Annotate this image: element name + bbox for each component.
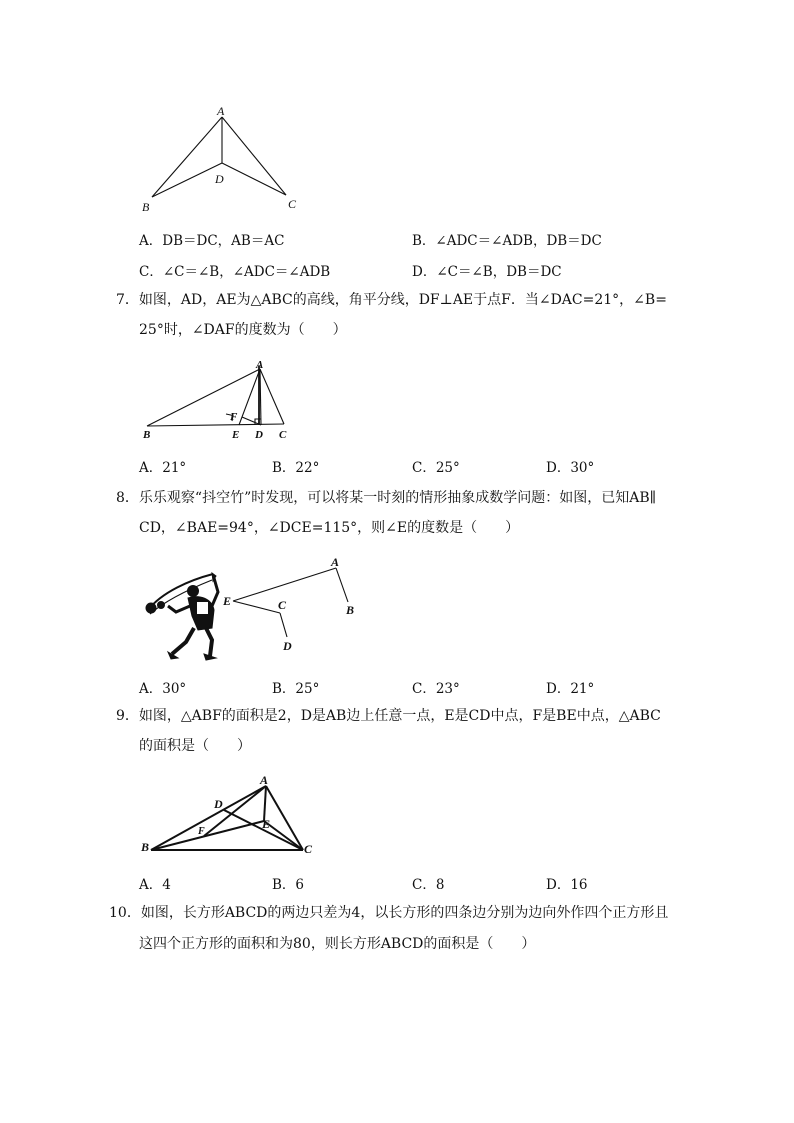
q9-option-c[interactable]: C．8 bbox=[412, 877, 445, 893]
q7-label-b: B bbox=[143, 429, 151, 441]
q7-option-c[interactable]: C．25° bbox=[412, 460, 460, 476]
q6-label-d: D bbox=[215, 172, 224, 186]
q9-label-c: C bbox=[304, 842, 313, 856]
q8-label-d: D bbox=[283, 639, 292, 653]
q6-option-b[interactable]: B．∠ADC＝∠ADB，DB＝DC bbox=[412, 233, 602, 249]
q7-figure bbox=[138, 358, 298, 442]
q6-label-b: B bbox=[142, 200, 150, 214]
q6-option-c[interactable]: C．∠C＝∠B，∠ADC＝∠ADB bbox=[139, 264, 331, 280]
q9-option-a[interactable]: A．4 bbox=[139, 877, 171, 893]
q8-question-line2: CD，∠BAE=94°，∠DCE=115°，则∠E的度数是（ ） bbox=[139, 520, 520, 536]
q6-figure bbox=[130, 100, 330, 220]
q7-question-line2: 25°时，∠DAF的度数为（ ） bbox=[139, 322, 347, 338]
q6-label-c: C bbox=[288, 197, 297, 211]
q8-figure bbox=[220, 554, 370, 658]
q7-option-d[interactable]: D．30° bbox=[546, 460, 595, 476]
q8-option-d[interactable]: D．21° bbox=[546, 681, 595, 697]
q7-label-f: F bbox=[230, 411, 238, 423]
q8-label-b: B bbox=[346, 603, 355, 617]
q9-label-a: A bbox=[260, 773, 269, 787]
q7-option-a[interactable]: A．21° bbox=[139, 460, 187, 476]
q9-option-d[interactable]: D．16 bbox=[546, 877, 588, 893]
q8-option-b[interactable]: B．25° bbox=[272, 681, 320, 697]
diabolo-player-illustration bbox=[140, 566, 220, 662]
q7-option-b[interactable]: B．22° bbox=[272, 460, 320, 476]
q7-question-line1: 7．如图，AD，AE为△ABC的高线，角平分线，DF⊥AE于点F．当∠DAC=21°，∠B= bbox=[116, 292, 667, 308]
q7-label-e: E bbox=[232, 429, 240, 441]
q8-option-c[interactable]: C．23° bbox=[412, 681, 460, 697]
q6-option-d[interactable]: D．∠C＝∠B，DB＝DC bbox=[412, 264, 562, 280]
q7-label-d: D bbox=[255, 429, 263, 441]
q9-question-line2: 的面积是（ ） bbox=[139, 738, 251, 754]
q7-label-c: C bbox=[279, 429, 287, 441]
q6-label-a: A bbox=[217, 104, 225, 118]
q8-label-a: A bbox=[331, 555, 340, 569]
q8-option-a[interactable]: A．30° bbox=[139, 681, 187, 697]
q9-figure bbox=[138, 770, 328, 862]
q10-question-line2: 这四个正方形的面积和为80，则长方形ABCD的面积是（ ） bbox=[139, 936, 536, 952]
q9-label-b: B bbox=[141, 840, 150, 854]
q9-question-line1: 9．如图，△ABF的面积是2，D是AB边上任意一点，E是CD中点，F是BE中点，△ABC bbox=[116, 708, 661, 724]
q9-label-f: F bbox=[198, 826, 205, 837]
q7-label-a: A bbox=[256, 359, 264, 371]
q9-option-b[interactable]: B．6 bbox=[272, 877, 305, 893]
q8-question-line1: 8．乐乐观察“抖空竹”时发现，可以将某一时刻的情形抽象成数学问题：如图，已知AB∥ bbox=[116, 490, 657, 506]
q9-label-e: E bbox=[262, 817, 271, 831]
q8-label-c: C bbox=[278, 598, 287, 612]
q9-label-d: D bbox=[214, 797, 223, 811]
q10-question-line1: 10．如图，长方形ABCD的两边只差为4，以长方形的四条边分别为边向外作四个正方形且 bbox=[109, 905, 669, 921]
q6-option-a[interactable]: A．DB＝DC，AB＝AC bbox=[139, 233, 285, 249]
q8-label-e: E bbox=[223, 594, 232, 608]
